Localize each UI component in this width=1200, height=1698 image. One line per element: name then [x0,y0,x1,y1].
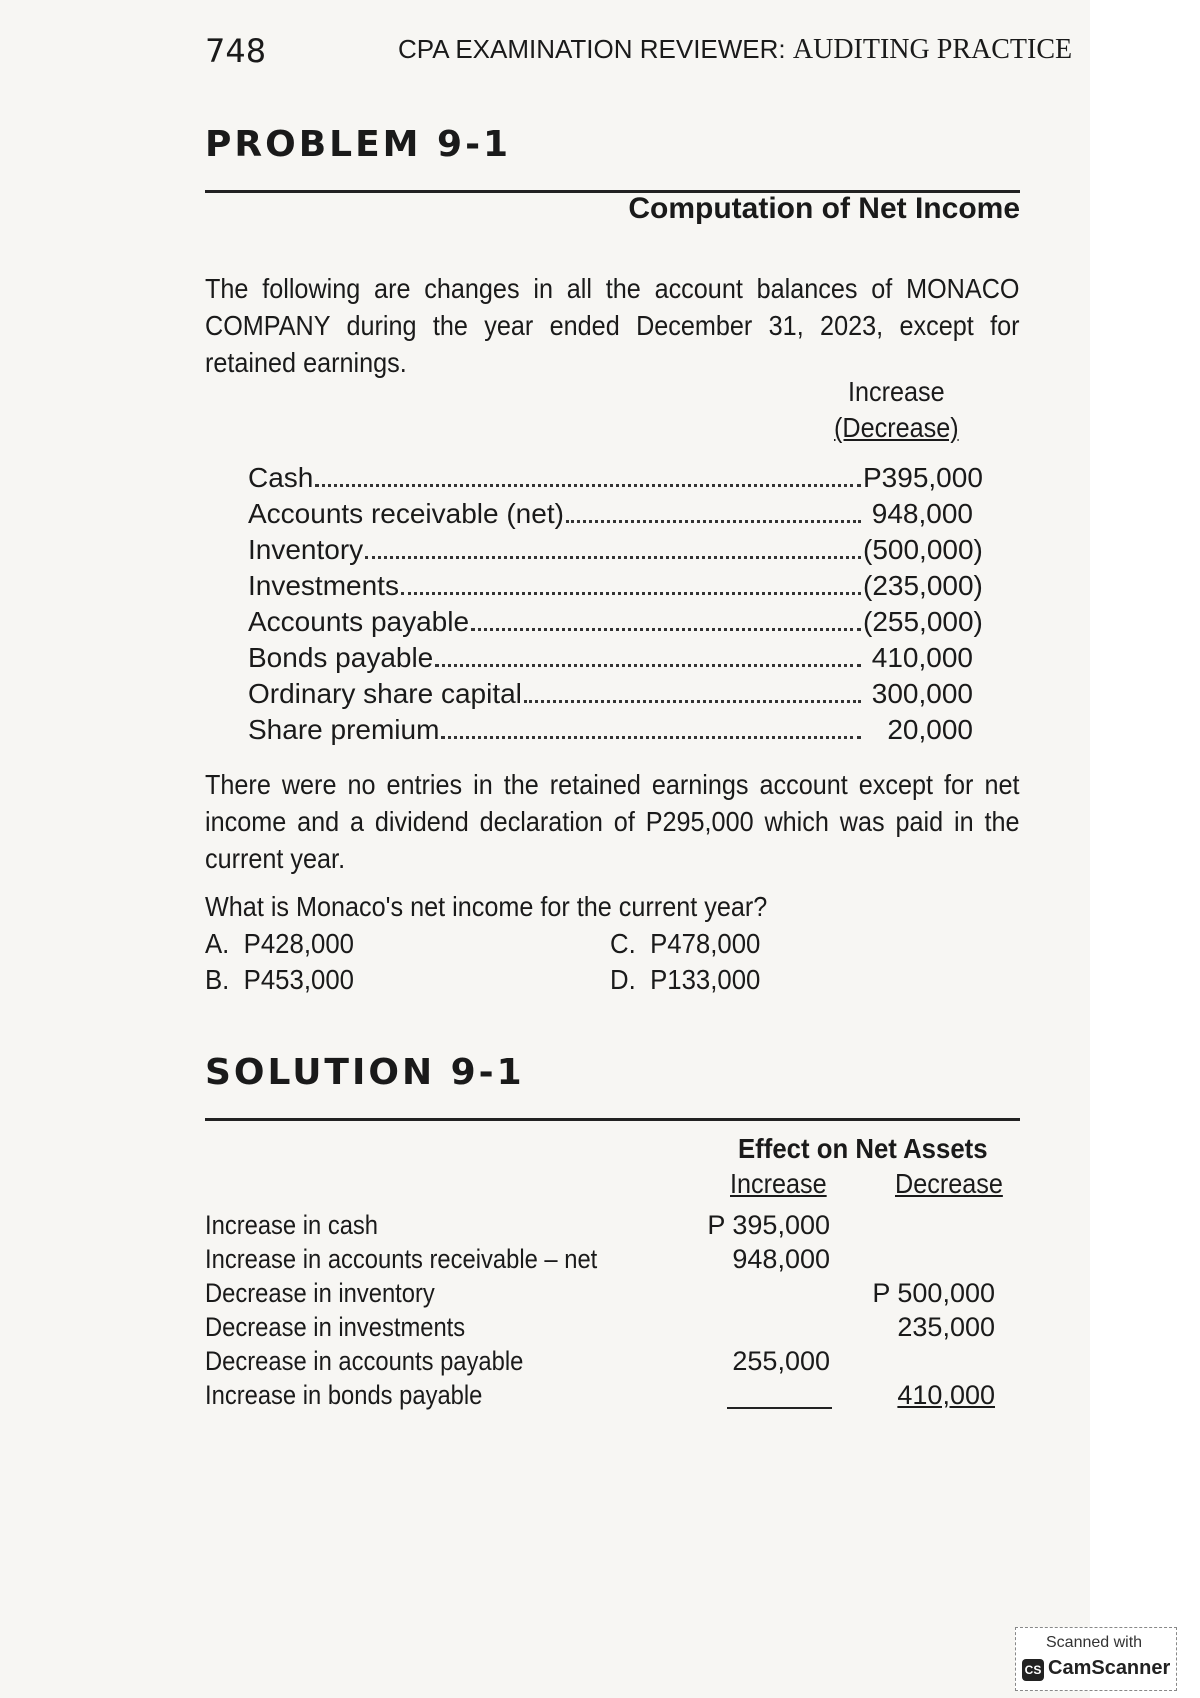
choice-text: P453,000 [243,964,354,995]
choice-letter: A. [205,928,230,959]
account-row [248,462,983,498]
solution-decrease: 410,000 [897,1380,995,1410]
solution-increase: 255,000 [732,1346,830,1376]
problem-note: There were no entries in the retained earnings account except for net income and a dividend declaration of P295,000 which was paid in the current year. [205,769,1020,874]
account-amount: 410,000 [871,642,973,673]
choice-b [205,964,354,996]
problem-question: What is Monaco's net income for the current year? [205,891,768,922]
effect-header: Effect on Net Assets [738,1133,988,1164]
account-amount: 948,000 [871,498,973,529]
choice-c [610,928,760,960]
leader-dots [315,483,861,487]
leader-dots [524,699,861,703]
account-row [248,714,973,750]
solution-row [205,1278,1005,1312]
account-row [248,570,983,606]
choice-d [610,964,760,996]
choice-text: P478,000 [650,928,761,959]
account-amount: 20,000 [887,714,973,745]
choice-text: P133,000 [650,964,761,995]
solution-label: Decrease in investments [205,1312,466,1342]
account-amount: (500,000) [863,534,983,565]
solution-divider [205,1118,1020,1121]
solution-row [205,1210,1005,1244]
running-head-part2: AUDITING PRACTICE [792,34,1073,65]
solution-label: Increase in cash [205,1210,379,1240]
solution-row [205,1346,1005,1380]
account-row [248,498,973,534]
account-name: Inventory [248,534,364,565]
solution-label: Increase in accounts receivable – net [205,1244,598,1274]
account-row [248,606,983,642]
solution-label: Decrease in accounts payable [205,1346,524,1376]
solution-decrease: P 500,000 [872,1278,995,1308]
watermark-caption: Scanned with [1046,1634,1143,1651]
account-row [248,678,973,714]
camscanner-logo-icon: CS [1022,1659,1044,1681]
solution-decrease: 235,000 [897,1312,995,1342]
solution-title: SOLUTION 9-1 [205,1052,525,1093]
choice-letter: D. [610,964,636,995]
account-amount: (255,000) [863,606,983,637]
leader-dots [401,591,861,595]
scan-margin [1090,0,1200,1698]
problem-intro: The following are changes in all the account balances of MONACO COMPANY during the year ended December 31, 2023, except for retained earnings. [205,273,1020,378]
camscanner-watermark [1015,1627,1177,1691]
account-amount: P395,000 [863,462,983,493]
problem-title: PROBLEM 9-1 [205,124,512,165]
page-number: 748 [205,32,267,70]
account-name: Accounts payable [248,606,470,637]
account-name: Ordinary share capital [248,678,522,709]
problem-subtitle: Computation of Net Income [628,192,1020,225]
watermark-brand: CamScanner [1048,1657,1171,1679]
solution-row [205,1380,1005,1414]
account-name: Accounts receivable (net) [248,498,564,529]
choice-letter: B. [205,964,230,995]
choice-text: P428,000 [243,928,354,959]
solution-label: Increase in bonds payable [205,1380,483,1410]
account-name: Share premium [248,714,440,745]
leader-dots [471,627,861,631]
solution-increase: 948,000 [732,1244,830,1274]
solution-label: Decrease in inventory [205,1278,435,1308]
solution-decrease-header: Decrease [895,1168,1003,1199]
choice-a [205,928,354,960]
account-name: Investments [248,570,399,601]
increase-total-rule [727,1407,832,1409]
account-amount: (235,000) [863,570,983,601]
account-amount: 300,000 [871,678,973,709]
column-header-increase: Increase [848,376,945,407]
leader-dots [566,519,861,523]
running-head [398,34,1072,66]
solution-increase: P 395,000 [707,1210,830,1240]
running-head-part1: CPA EXAMINATION REVIEWER: [398,34,786,64]
account-name: Bonds payable [248,642,434,673]
leader-dots [435,663,861,667]
account-row [248,534,983,570]
solution-row [205,1244,1005,1278]
solution-row [205,1312,1005,1346]
account-row [248,642,973,678]
leader-dots [365,555,861,559]
leader-dots [441,735,861,739]
solution-increase-header: Increase [730,1168,827,1199]
choice-letter: C. [610,928,636,959]
account-name: Cash [248,462,314,493]
column-header-decrease: (Decrease) [834,412,959,443]
